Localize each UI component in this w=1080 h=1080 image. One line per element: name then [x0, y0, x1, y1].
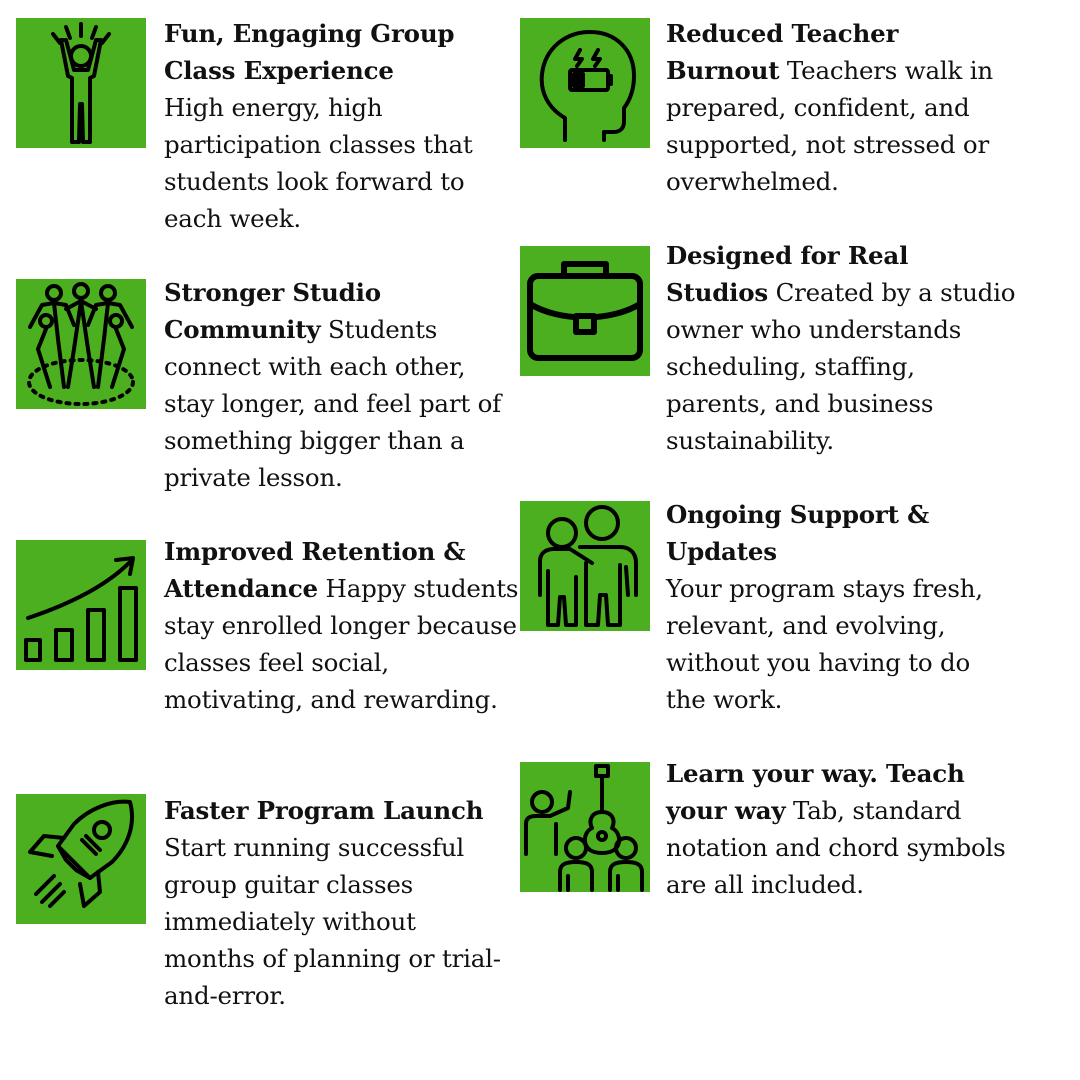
feature-description: Teachers walk in prepared, confident, and supported, not stressed or overwhelmed.	[666, 56, 993, 196]
guitar-teacher-icon	[520, 762, 650, 892]
feature-description: Created by a studio owner who understands scheduling, staffing, parents, and business sustainability.	[666, 278, 1016, 455]
feature-description: Happy students stay enrolled longer because classes feel social, motivating, and rewarding.	[164, 574, 519, 714]
feature-description: Students connect with each other, stay longer, and feel part of something bigger than a private lesson.	[164, 315, 501, 492]
feature-title: Fun, Engaging Group Class Experience	[164, 19, 455, 85]
celebrating-person-icon	[16, 18, 146, 148]
feature-title: Reduced Teacher Burnout	[666, 19, 899, 85]
feature-title: Improved Retention & Attendance	[164, 537, 466, 603]
feature-title: Stronger Studio Community	[164, 278, 381, 344]
rocket-icon	[16, 794, 146, 924]
feature-description: Tab, standard notation and chord symbols are all included.	[666, 796, 1006, 899]
growth-chart-icon	[16, 540, 146, 670]
feature-title: Designed for Real Studios	[666, 241, 909, 307]
feature-description: High energy, high participation classes that students look forward to each week.	[164, 93, 473, 233]
feature-title: Faster Program Launch	[164, 796, 484, 825]
feature-description: Start running successful group guitar classes immediately without months of planning or trial-and-error.	[164, 833, 501, 1010]
community-people-icon	[16, 279, 146, 409]
feature-title: Ongoing Support & Updates	[666, 500, 929, 566]
low-battery-head-icon	[520, 18, 650, 148]
supporting-people-icon	[520, 501, 650, 631]
feature-title: Learn your way. Teach your way	[666, 759, 965, 825]
feature-description: Your program stays fresh, relevant, and evolving, without you having to do the work.	[666, 574, 983, 714]
briefcase-icon	[520, 246, 650, 376]
